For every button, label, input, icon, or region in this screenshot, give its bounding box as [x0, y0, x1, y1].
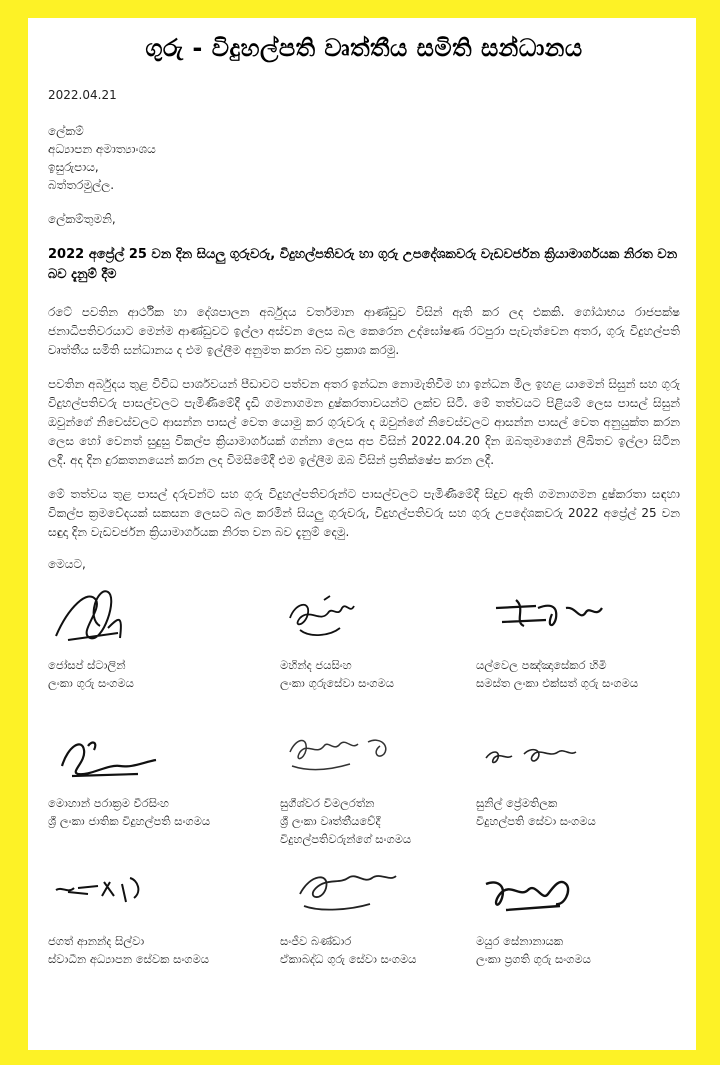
signatory	[280, 578, 476, 708]
signatory-org: සමස්ත ලංකා එක්සත් ගුරු සංගමය	[476, 676, 639, 690]
signatory	[476, 716, 686, 846]
address-line: ලේකම්	[48, 124, 84, 138]
body-paragraph: පවතින අර්බුදය තුළ විවිධ පාර්ශවයන් පීඩාවට පත්වන අතර ඉන්ධන නොමැතිවීම හා ඉන්ධන මිල ඉහළ යාමෙන් සිසුන් සහ ගුරු විදුහල්පතිවරු පාසල්වලට පැමිණීමේදී දැඩි ගමනාගමන දුෂ්කරතාවයන්ට ලක්ව සිටී. මේ තත්වයට පිළියම් ලෙස පාසල් සිසුන් ඔවුන්ගේ නිවෙස්වලට ආසන්න පාසල් වෙත යොමු කර ගුරුවරු ද ඔවුන්ගේ නිවෙස්වලට ආසන්න පාසල් වෙත අනුයුක්ත කරන ලෙස හෝ වෙනත් සුදුසු විකල්ප ක්‍රියාමාර්ගයක් ගන්නා ලෙස අප විසින් 2022.04.20 දින ඔබතුමාගෙන් ලිඛිතව ඉල්ලා සිටින ලදී. අද දින දුරකතනයෙන් කරන ලද විමසීමේදී එම ඉල්ලීම ඔබ විසින් ප්‍රතික්ෂේප කරන ලදී.	[48, 377, 680, 467]
letter-page	[28, 18, 696, 1050]
signatory-org: ස්වාධීන අධ්‍යාපන සේවක සංගමය	[48, 952, 210, 966]
signatory-name: ජෝසප් ස්ටාලින්	[48, 658, 126, 672]
signature-block	[48, 578, 680, 984]
handwritten-signature	[48, 716, 168, 794]
signatory-name: සංජීව බණ්ඩාර	[280, 934, 352, 948]
handwritten-signature	[280, 578, 400, 656]
address-line: බත්තරමුල්ල.	[48, 178, 115, 192]
address-line: අධ්‍යාපන අමාත්‍යාංශය	[48, 142, 156, 156]
handwritten-signature	[476, 578, 626, 656]
body-paragraph: රටේ පවතින ආර්ථික හා දේශපාලන අර්බුදය වර්තමාන ආණ්ඩුව විසින් ඇති කර ලද එකකි. ගෝඨාභය රාජපක්ෂ ජනාධිපතිවරයාට මෙන්ම ආණ්ඩුවට ඉල්ලා අස්වන ලෙස බල කෙරෙන උද්ඝෝෂණ රටපුරා පැවැත්වෙන අතර, ගුරු විදුහල්පති වෘත්තීය සමිති සන්ධානය ද එම ඉල්ලීම අනුමත කරන බව ප්‍රකාශ කරමු.	[48, 305, 680, 357]
signatory	[280, 854, 476, 984]
signatory-org: ශ්‍රී ලංකා ජාතික විදුහල්පති සංගමය	[48, 814, 211, 828]
closing: මෙයට,	[48, 557, 86, 571]
handwritten-signature	[476, 716, 596, 794]
signatory-org: ලංකා ප්‍රගති ගුරු සංගමය	[476, 952, 591, 966]
signatory-org: ලංකා ගුරු සංගමය	[48, 676, 134, 690]
handwritten-signature	[48, 578, 168, 656]
signatory-name: මහින්ද ජයසිංහ	[280, 658, 352, 672]
signatory-org: ඒකාබද්ධ ගුරු සේවා සංගමය	[280, 952, 417, 966]
signatory-name: යල්වෙල පඤ්ඤාසේකර හිමි	[476, 658, 607, 672]
handwritten-signature	[48, 854, 168, 932]
signatory-name: මයුර සේනානායක	[476, 934, 564, 948]
signatory	[280, 716, 476, 846]
signatory	[48, 578, 280, 708]
recipient-address	[48, 122, 680, 194]
body-paragraph: මේ තත්වය තුළ පාසල් දරුවන්ට සහ ගුරු විදුහල්පතිවරුන්ට පාසල්වලට පැමිණීමේදී සිදුව ඇති ගමනාගමන දුෂ්කරතා සඳහා විකල්ප ක්‍රමවේදයක් සකසන ලෙසට බල කරමින් සියලු ගුරුවරු, විදුහල්පතිවරු සහ ගුරු උපදේශකවරු 2022 අප්‍රේල් 25 වන සඳුදා දින වැඩවර්ජන ක්‍රියාමාර්ගයක නිරත වන බව දැනුම් දෙමු.	[48, 487, 680, 539]
subject-line: 2022 අප්‍රේල් 25 වන දින සියලු ගුරුවරු, විදුහල්පතිවරු හා ගුරු උපදේශකවරු වැඩවර්ජන ක්‍රියාමාර්ගයක නිරත වන බව දැනුම් දීම	[48, 247, 678, 282]
signatory-name: මොහාන් පරාක්‍රම වීරසිංහ	[48, 796, 169, 810]
signatory-name: සුගීශ්වර විමලරත්න	[280, 796, 375, 810]
handwritten-signature	[476, 854, 596, 932]
signatory-name: ජගත් ආනන්ද සිල්වා	[48, 934, 145, 948]
signatory	[476, 578, 686, 708]
signatory-org: විදුහල්පති සේවා සංගමය	[476, 814, 596, 828]
handwritten-signature	[280, 854, 420, 932]
signatory-org: විදුහල්පතිවරුන්ගේ සංගමය	[280, 832, 412, 846]
salutation: ලේකම්තුමනි,	[48, 212, 116, 226]
signatory	[476, 854, 686, 984]
signatory	[48, 716, 280, 846]
signatory	[48, 854, 280, 984]
handwritten-signature	[280, 716, 420, 794]
signatory-org: ලංකා ගුරුසේවා සංගමය	[280, 676, 395, 690]
signatory-name: සුනිල් ප්‍රේමතිලක	[476, 796, 558, 810]
letterhead-title: ගුරු - විදුහල්පති වෘත්තීය සමිති සන්ධානය	[145, 34, 583, 62]
signatory-org: ශ්‍රී ලංකා වෘත්තීයවේදී	[280, 814, 381, 828]
address-line: ඉසුරුපාය,	[48, 160, 99, 174]
letter-date: 2022.04.21	[48, 88, 117, 102]
